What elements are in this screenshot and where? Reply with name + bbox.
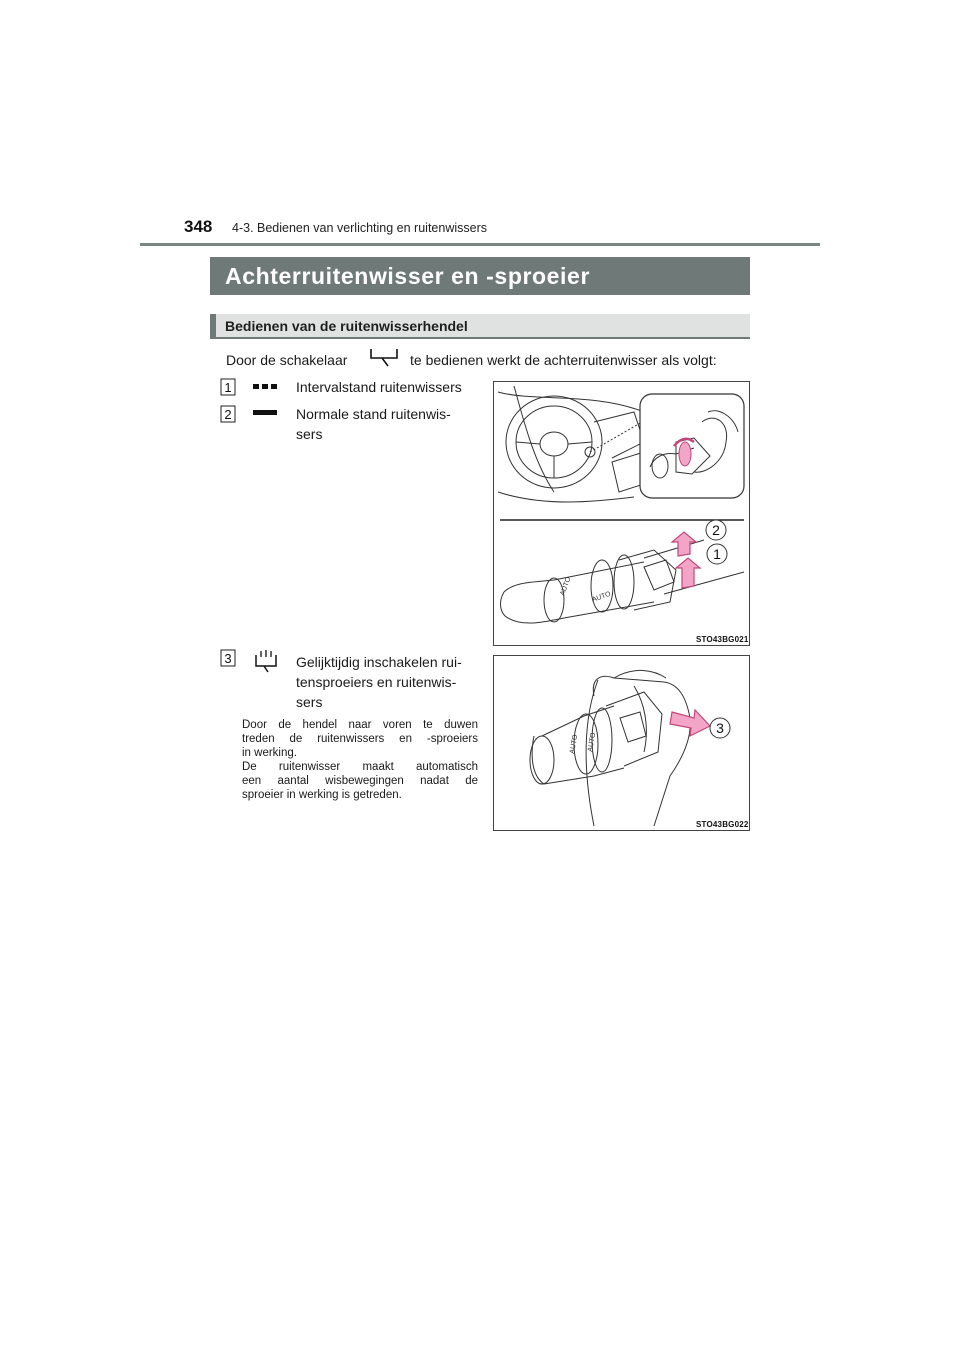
intermittent-mark-icon [253, 384, 277, 389]
note-line-2: treden de ruitenwissers en -sproeiers [242, 733, 478, 745]
svg-text:AUTO: AUTO [591, 590, 612, 604]
number-badge-1 [220, 378, 236, 396]
item-1-text: Intervalstand ruitenwissers [296, 379, 462, 395]
note-line-1: Door de hendel naar voren te duwen [242, 719, 478, 731]
rear-washer-icon [254, 650, 278, 674]
item-2-text [296, 404, 462, 444]
svg-text:1: 1 [713, 546, 721, 562]
figure-1-code: STO43BG021 [696, 635, 749, 644]
note-line-4: De ruitenwisser maakt automatisch [242, 761, 478, 773]
item-2-line-2: sers [296, 426, 323, 442]
subtitle-bar [210, 314, 750, 339]
subtitle-accent [210, 314, 216, 337]
figure-hand-on-lever [493, 655, 750, 831]
svg-text:2: 2 [712, 522, 720, 538]
item-3-line-3: sers [296, 694, 323, 710]
item-3-line-2: tensproeiers en ruitenwis- [296, 674, 457, 690]
item-2-line-1: Normale stand ruitenwis- [296, 406, 451, 422]
note-text [242, 718, 478, 802]
figure-2-illustration [494, 656, 750, 831]
svg-text:AUTO: AUTO [587, 732, 598, 753]
header-rule [140, 243, 820, 246]
page-title: Achterruitenwisser en -sproeier [210, 257, 750, 295]
rear-wiper-icon [368, 346, 400, 368]
number-badge-2 [220, 405, 236, 423]
intro-text-start: Door de schakelaar [226, 352, 348, 368]
note-line-3: in werking. [242, 747, 297, 759]
svg-text:3: 3 [224, 651, 232, 666]
note-line-5: een aantal wisbewegingen nadat de [242, 775, 478, 787]
svg-text:AUTO: AUTO [569, 734, 580, 755]
svg-text:AUTO: AUTO [559, 576, 573, 597]
figure-1-illustration [494, 382, 750, 646]
svg-text:2: 2 [224, 407, 232, 422]
note-line-6: sproeier in werking is getreden. [242, 789, 402, 801]
normal-mark-icon [253, 410, 277, 415]
figure-2-code: STO43BG022 [696, 820, 749, 829]
item-3-line-1: Gelijktijdig inschakelen rui- [296, 654, 462, 670]
page-number: 348 [184, 217, 213, 236]
svg-text:1: 1 [224, 380, 232, 395]
number-badge-3 [220, 649, 236, 667]
section-reference: 4-3. Bedienen van verlichting en ruitenwissers [232, 221, 487, 235]
subtitle: Bedienen van de ruitenwisserhendel [225, 318, 468, 334]
figure-lever-and-dashboard [493, 381, 750, 646]
item-3-text [296, 652, 462, 712]
intro-text-end: te bedienen werkt de achterruitenwisser als volgt: [410, 352, 717, 368]
svg-text:3: 3 [716, 720, 724, 736]
